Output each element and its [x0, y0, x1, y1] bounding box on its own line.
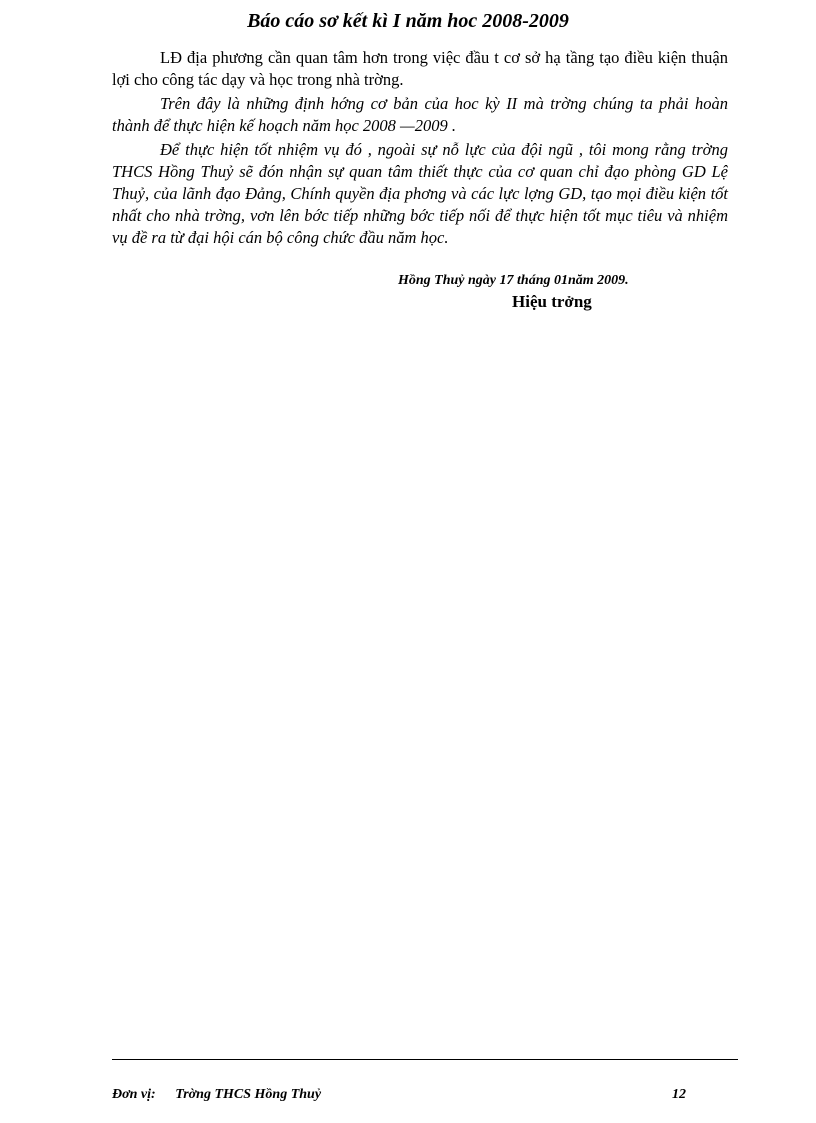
page-title: Báo cáo sơ kết kì I năm hoc 2008-2009: [247, 10, 569, 32]
signature-role: Hiệu trởng: [512, 292, 592, 311]
footer-divider: [112, 1059, 738, 1060]
page-number: 12: [672, 1087, 686, 1102]
paragraph-1: LĐ địa phương cần quan tâm hơn trong việc đầu t cơ sở hạ tầng tạo điều kiện thuận lợi cho công tác dạy và học trong nhà trờng.: [112, 48, 728, 89]
footer-unit: [112, 1087, 321, 1103]
paragraph-2: Trên đây là những định hớng cơ bản của hoc kỳ II mà trờng chúng ta phải hoàn thành để thực hiện kế hoạch năm học 2008 —2009 .: [112, 94, 728, 135]
signature-date: Hồng Thuỷ ngày 17 tháng 01năm 2009.: [398, 273, 629, 288]
paragraph-3: Để thực hiện tốt nhiệm vụ đó , ngoài sự nỗ lực của đội ngũ , tôi mong rằng trờng THCS Hồng Thuỷ sẽ đón nhận sự quan tâm thiết thực của cơ quan chỉ đạo phòng GD Lệ Thuỷ, của lãnh đạo Đảng, Chính quyền địa phơng và các lực lợng GD, tạo mọi điều kiện tốt nhất cho nhà trờng, vơn lên bớc tiếp những bớc tiếp nối để thực hiện tốt mục tiêu và nhiệm vụ đề ra từ đại hội cán bộ công chức đầu năm học.: [112, 140, 728, 247]
footer-unit-label: Đơn vị:: [112, 1087, 156, 1102]
footer-unit-name: Trờng THCS Hồng Thuỷ: [175, 1087, 322, 1102]
